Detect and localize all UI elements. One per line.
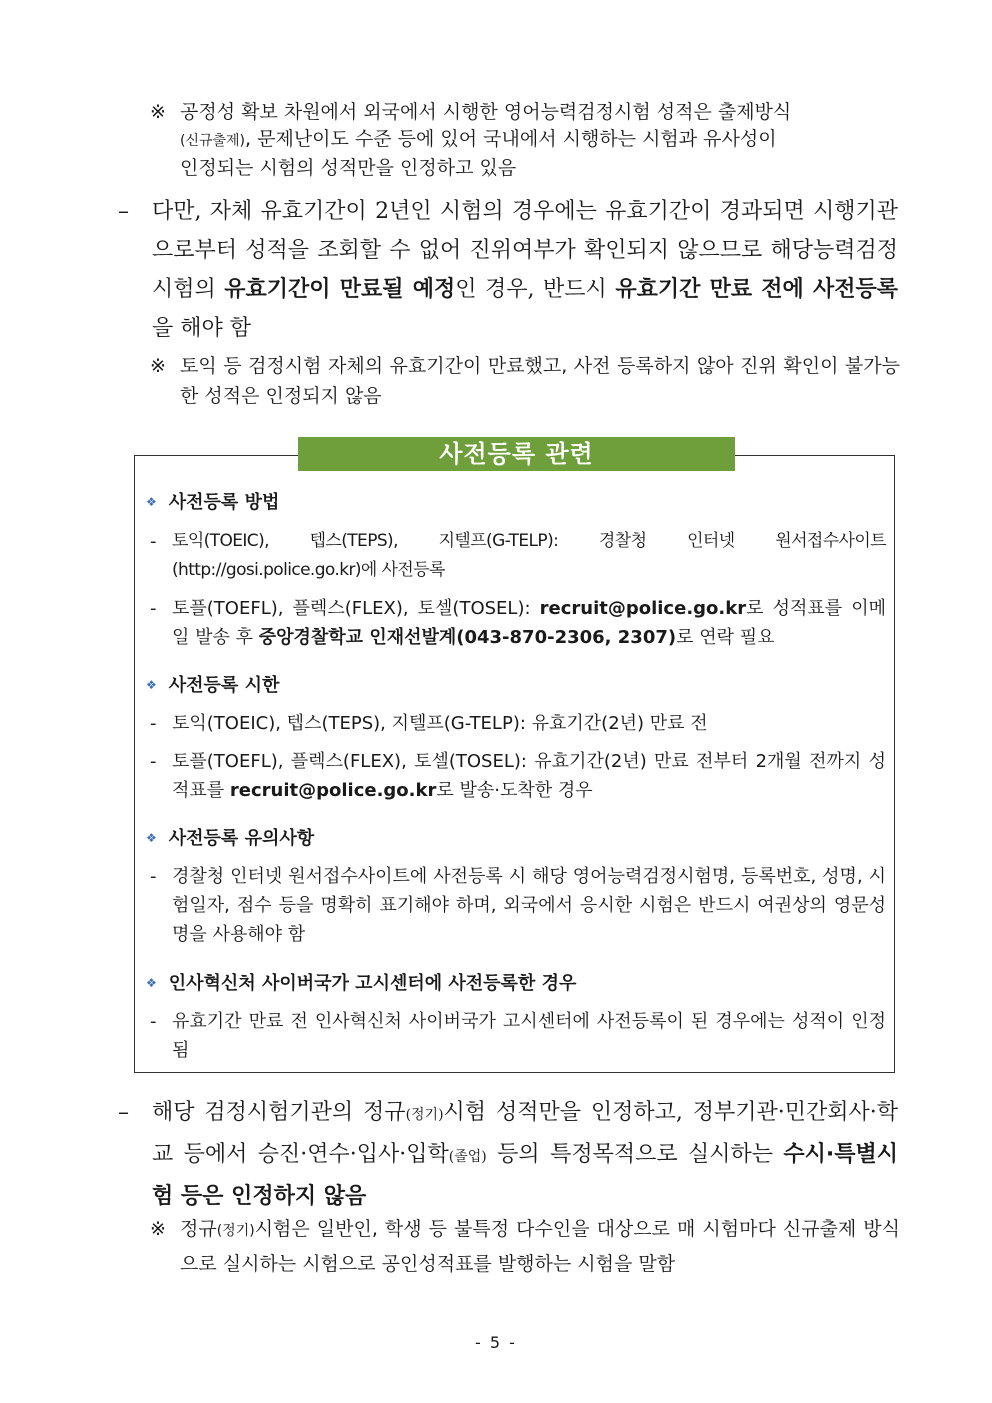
dash-mark: – [118,1100,129,1125]
paragraph-small: (정기) [405,1107,444,1123]
paragraph-text: 다만, 자체 유효기간이 2년인 시험의 경우에는 유효기간이 경과되면 시행기관으로부터 성적을 조회할 수 없어 진위여부가 확인되지 않으므로 해당능력검정시험의 [152,199,898,302]
item-text: 토플(TOEFL), 플렉스(FLEX), 토셀(TOSEL): 유효기간(2년) 만료 전부터 2개월 전까지 성적표를 [172,751,886,801]
section-heading-text: 인사혁신처 사이버국가 고시센터에 사전등록한 경우 [168,973,577,994]
section-heading-cautions [146,825,314,852]
paragraph-regular-exam [118,1093,898,1216]
list-item [150,862,886,949]
note-regular-definition [150,1213,900,1281]
paragraph-text: 을 해야 함 [152,316,251,341]
diamond-bullet-icon: ❖ [146,495,157,509]
section-heading-text: 사전등록 유의사항 [168,828,315,849]
list-item [150,709,886,738]
note-fairness [150,99,900,182]
item-text: 토익(TOEIC), 텝스(TEPS), 지텔프(G-TELP): 경찰청 인터넷 원서접수사이트(http://gosi.police.go.kr)에 사전등록 [172,531,886,580]
note-text: 시험은 일반인, 학생 등 불특정 다수인을 대상으로 매 시험마다 신규출제 방식으로 실시하는 시험으로 공인성적표를 발행하는 시험을 말함 [180,1218,900,1275]
emphasis-text: 유효기간이 만료될 예정 [224,277,456,302]
item-text: 로 연락 필요 [676,627,775,648]
paragraph-validity [118,192,898,348]
list-item [150,1007,886,1065]
reference-mark: ※ [150,1218,166,1240]
dash-mark: - [150,531,157,552]
list-item [150,747,886,805]
item-text: 로 성적표를 이메일 발송 후 [172,598,886,648]
email-text: recruit@police.go.kr [229,780,437,801]
note-line: 인정되는 시험의 성적만을 인정하고 있음 [180,157,517,179]
item-text: 경찰청 인터넷 원서접수사이트에 사전등록 시 해당 영어능력검정시험명, 등록번호, 성명, 시험일자, 점수 등을 명확히 표기해야 하며, 외국에서 응시한 시험은 반드시 여권상의 영문성명을 사용해야 함 [172,866,886,945]
section-heading-text: 사전등록 시한 [168,675,280,696]
item-text: 로 발송·도착한 경우 [436,780,593,801]
dash-mark: – [118,199,129,224]
contact-text: 중앙경찰학교 인재선발계(043-870-2306, 2307) [258,627,677,648]
note-line: 공정성 확보 차원에서 외국에서 시행한 영어능력검정시험 성적은 출제방식 [180,101,792,123]
note-small: (정기) [216,1223,255,1239]
paragraph-small: (졸업) [448,1149,487,1165]
section-heading-mpm [146,970,576,997]
paragraph-text: 시험 성적만을 인정하고, 정부기관·민간회사·학교 등에서 승진·연수·입사·입학 [152,1100,898,1167]
dash-mark: - [150,713,157,734]
note-small: (신규출제) [180,133,246,149]
paragraph-text: 등의 특정목적으로 실시하는 [486,1142,784,1167]
section-heading-text: 사전등록 방법 [168,492,280,513]
dash-mark: - [150,598,157,619]
item-text: 유효기간 만료 전 인사혁신처 사이버국가 고시센터에 사전등록이 된 경우에는 성적이 인정됨 [172,1011,886,1061]
item-text: 토플(TOEFL), 플렉스(FLEX), 토셀(TOSEL): [172,598,540,619]
list-item [150,594,886,652]
note-expired [150,351,900,411]
dash-mark: - [150,751,157,772]
diamond-bullet-icon: ❖ [146,976,157,990]
box-title: 사전등록 관련 [298,437,735,471]
paragraph-text: 해당 검정시험기관의 정규 [152,1100,406,1125]
diamond-bullet-icon: ❖ [146,831,157,845]
emphasis-text: 수시·특별시험 등은 인정하지 않음 [152,1142,898,1209]
reference-mark: ※ [150,101,166,123]
dash-mark: - [150,866,157,887]
list-item [150,527,886,585]
reference-mark: ※ [150,355,166,377]
paragraph-text: 인 경우, 반드시 [455,277,616,302]
note-text: 토익 등 검정시험 자체의 유효기간이 만료했고, 사전 등록하지 않아 진위 확인이 불가능한 성적은 인정되지 않음 [180,355,900,407]
note-text: 정규 [180,1218,217,1240]
dash-mark: - [150,1011,157,1032]
section-heading-deadline [146,672,279,699]
item-text: 토익(TOEIC), 텝스(TEPS), 지텔프(G-TELP): 유효기간(2년) 만료 전 [172,713,708,734]
section-heading-method [146,489,279,516]
note-line: , 문제난이도 수준 등에 있어 국내에서 시행하는 시험과 유사성이 [245,128,777,150]
email-text: recruit@police.go.kr [539,598,747,619]
diamond-bullet-icon: ❖ [146,678,157,692]
emphasis-text: 유효기간 만료 전에 사전등록 [615,277,898,302]
page-number: - 5 - [475,1333,517,1352]
